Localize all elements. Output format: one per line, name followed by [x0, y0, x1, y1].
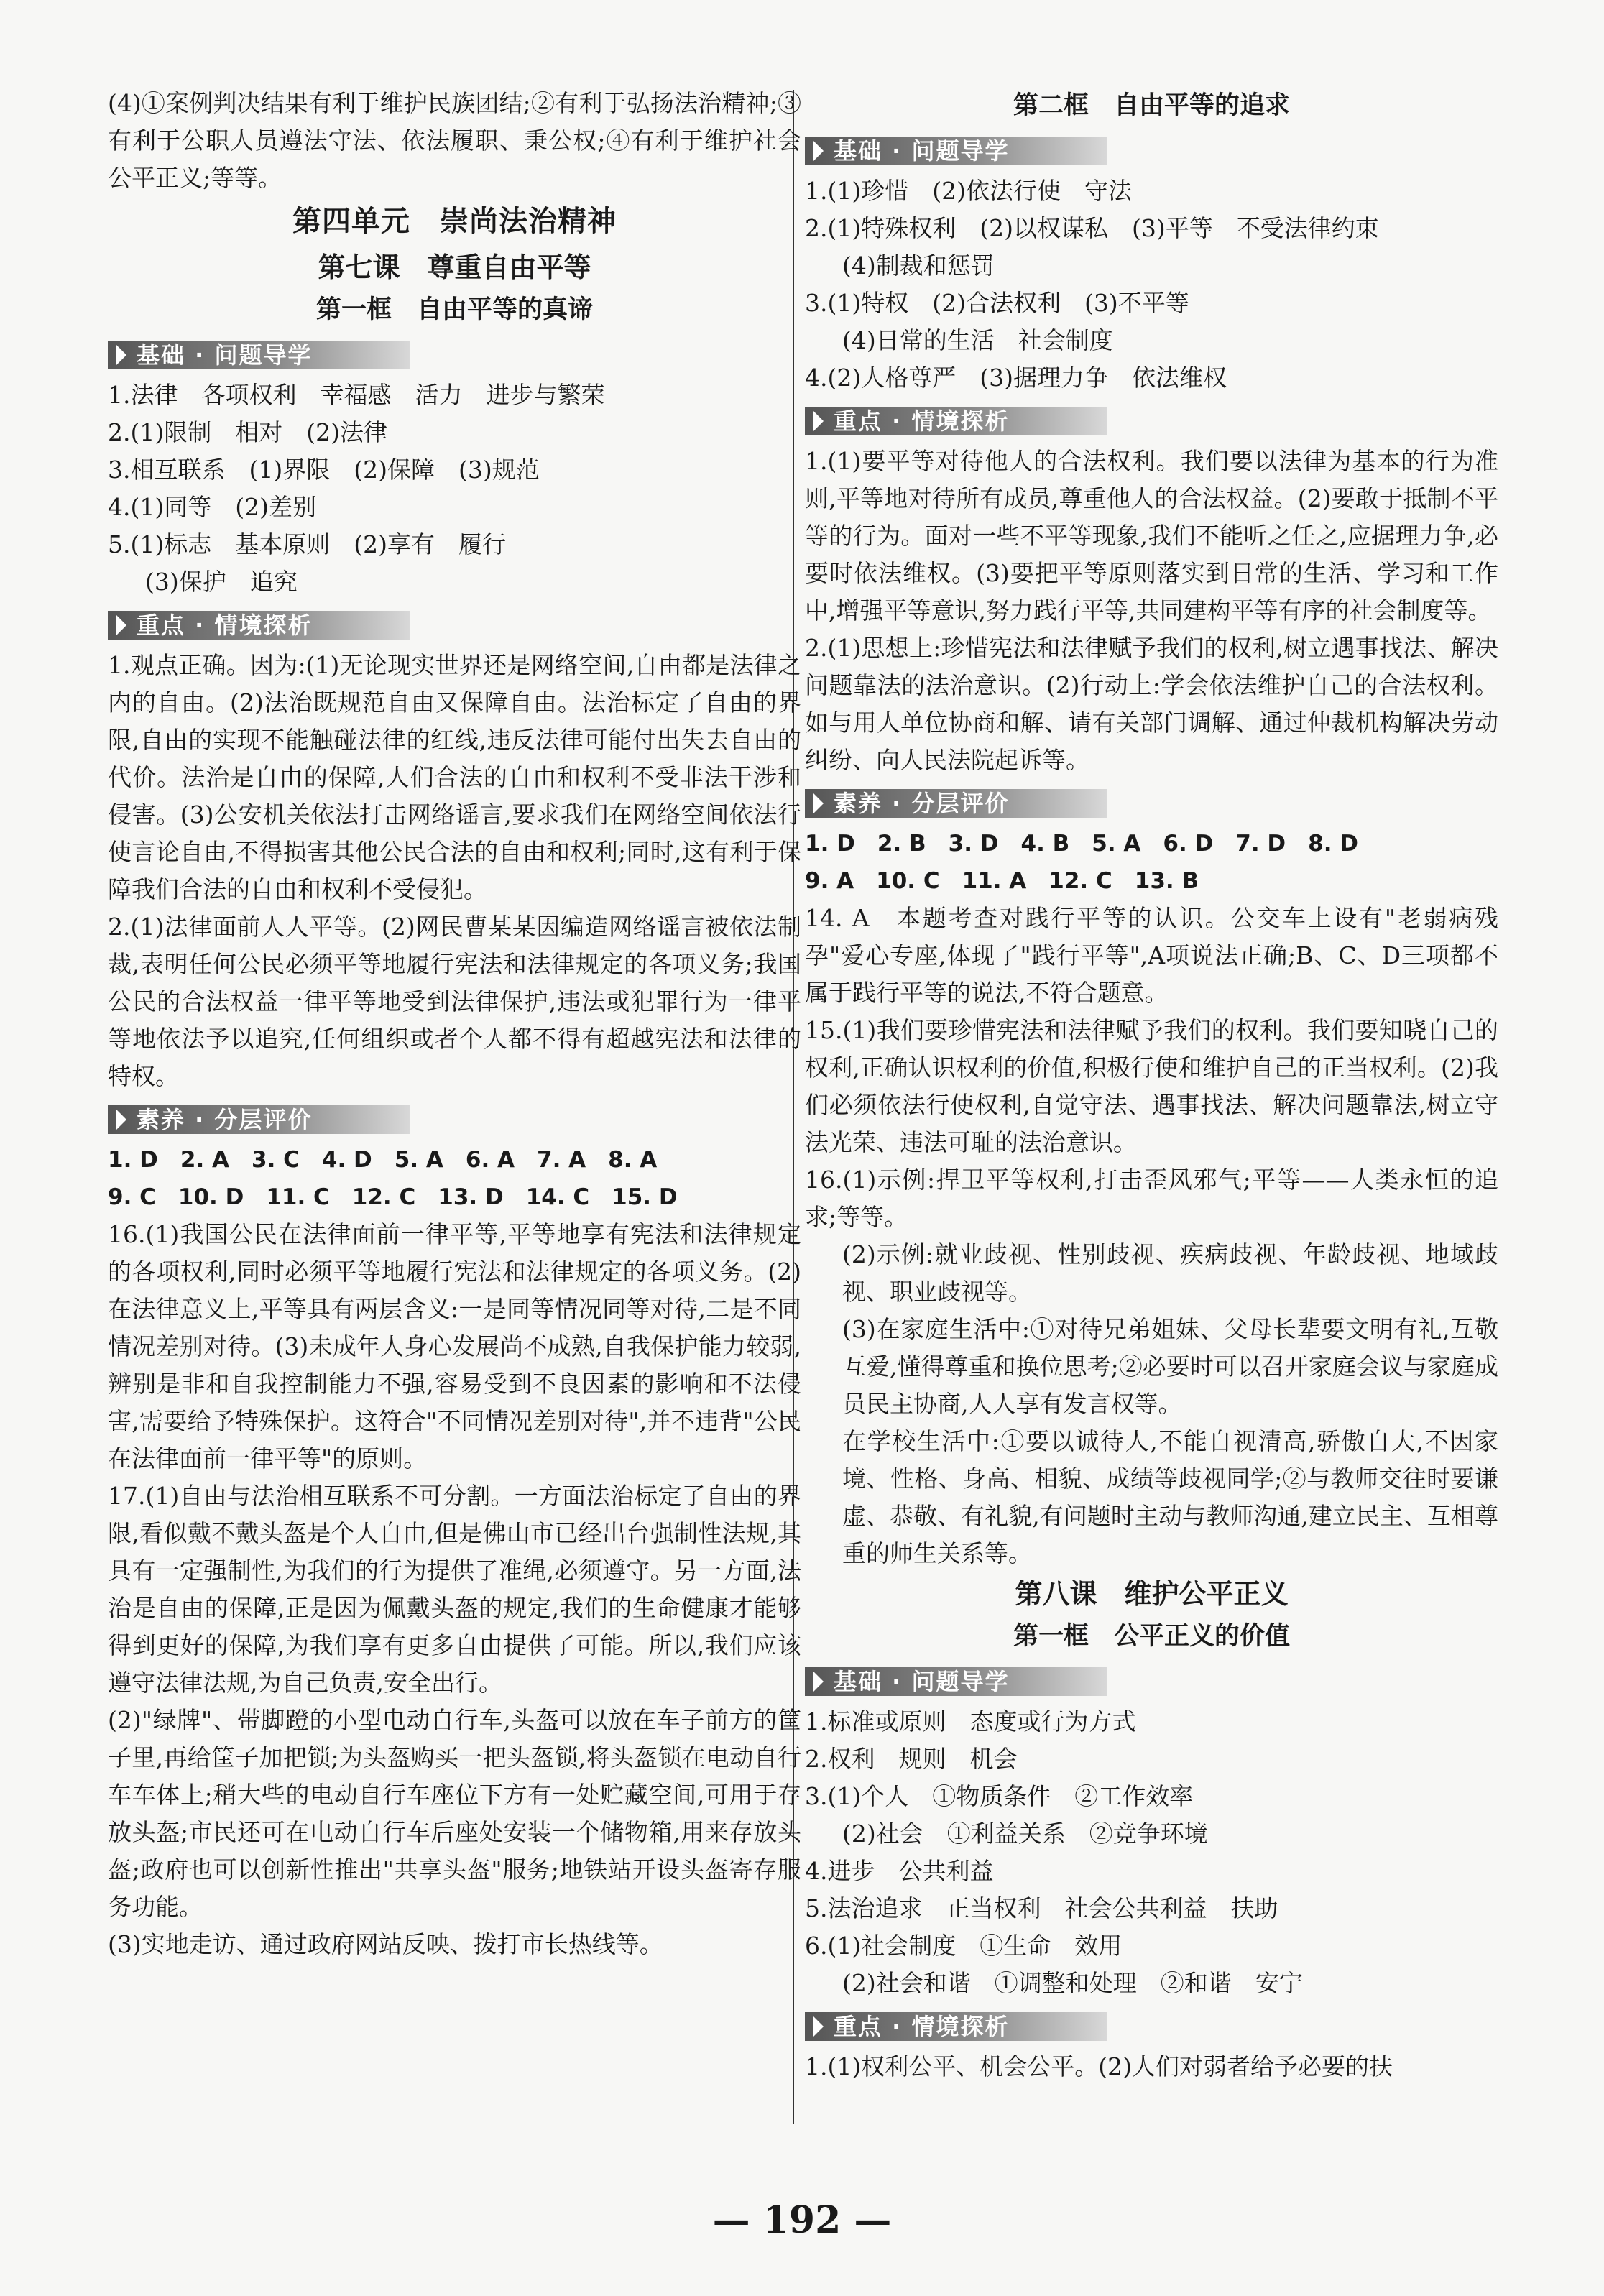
chevron-icon	[813, 411, 824, 431]
chevron-icon	[813, 793, 824, 813]
answer-paragraph: 14. A 本题考查对践行平等的认识。公交车上设有"老弱病残孕"爱心专座,体现了"践行平等",A项说法正确;B、C、D三项都不属于践行平等的说法,不符合题意。	[805, 904, 1498, 1007]
list-item: 3.(1)个人 ①物质条件 ②工作效率	[805, 1782, 1194, 1810]
list-item: 2.(1)限制 相对 (2)法律	[108, 418, 387, 446]
chevron-icon	[813, 1672, 824, 1692]
section-header-zhongdian: 重点 · 情境探析	[805, 404, 1498, 438]
list-item: 6.(1)社会制度 ①生命 效用	[805, 1932, 1123, 1960]
intro-paragraph: (4)①案例判决结果有利于维护民族团结;②有利于弘扬法治精神;③有利于公职人员遵法守法、依法履职、秉公权;④有利于维护社会公平正义;等等。	[108, 89, 801, 192]
list-item: 4.(2)人格尊严 (3)据理力争 依法维权	[805, 364, 1227, 392]
list-item: 1.(1)珍惜 (2)依法行使 守法	[805, 177, 1132, 205]
right-column	[805, 85, 1498, 2085]
section-header-jichu: 基础 · 问题导学	[805, 1664, 1498, 1699]
list-item: 4.进步 公共利益	[805, 1857, 994, 1885]
answer-paragraph: 15.(1)我们要珍惜宪法和法律赋予我们的权利。我们要知晓自己的权利,正确认识权利的价值,积极行使和维护自己的正当权利。(2)我们必须依法行使权利,自觉守法、遇事找法、解决问题靠法,树立守法光荣、违法可耻的法治意识。	[805, 1016, 1498, 1156]
frame2-title: 第二框 自由平等的追求	[1013, 91, 1290, 120]
section-header-jichu: 基础 · 问题导学	[805, 134, 1498, 168]
answer-paragraph: 1.观点正确。因为:(1)无论现实世界还是网络空间,自由都是法律之内的自由。(2)法治既规范自由又保障自由。法治标定了自由的界限,自由的实现不能触碰法律的红线,违反法律可能付出失去自由的代价。法治是自由的保障,人们合法的自由和权利不受非法干涉和侵害。(3)公安机关依法打击网络谣言,要求我们在网络空间依法行使言论自由,不得损害其他公民合法的自由和权利;同时,这有利于保障我们合法的自由和权利不受侵犯。	[108, 651, 801, 903]
answer-paragraph: 1.(1)要平等对待他人的合法权利。我们要以法律为基本的行为准则,平等地对待所有成员,尊重他人的合法权益。(2)要敢于抵制不平等的行为。面对一些不平等现象,我们不能听之任之,应据理力争,必要时依法维权。(3)要把平等原则落实到日常的生活、学习和工作中,增强平等意识,努力践行平等,共同建构平等有序的社会制度等。	[805, 447, 1498, 624]
answer-paragraph: 16.(1)我国公民在法律面前一律平等,平等地享有宪法和法律规定的各项权利,同时必须平等地履行宪法和法律规定的各项义务。(2)在法律意义上,平等具有两层含义:一是同等情况同等对待,二是不同情况差别对待。(3)未成年人身心发展尚不成熟,自我保护能力较弱,辨别是非和自我控制能力不强,容易受到不良因素的影响和不法侵害,需要给予特殊保护。这符合"不同情况差别对待",并不违背"公民在法律面前一律平等"的原则。	[108, 1220, 801, 1472]
list-item: 1.法律 各项权利 幸福感 活力 进步与繁荣	[108, 381, 605, 409]
answer-key-row: 1. D 2. A 3. C 4. D 5. A 6. A 7. A 8. A	[108, 1147, 658, 1173]
answer-paragraph: 1.(1)权利公平、机会公平。(2)人们对弱者给予必要的扶	[805, 2052, 1393, 2080]
answer-key-row: 9. A 10. C 11. A 12. C 13. B	[805, 868, 1199, 894]
list-item: 3.相互联系 (1)界限 (2)保障 (3)规范	[108, 456, 540, 484]
page-number: — 192 —	[712, 2198, 892, 2242]
answer-paragraph: 在学校生活中:①要以诚待人,不能自视清高,骄傲自大,不因家境、性格、身高、相貌、成绩等歧视同学;②与教师交往时要谦虚、恭敬、有礼貌,有问题时主动与教师沟通,建立民主、互相尊重的师生关系等。	[842, 1427, 1498, 1567]
frame8-title: 第一框 公平正义的价值	[1013, 1622, 1290, 1651]
frame-title: 第一框 自由平等的真谛	[315, 295, 593, 324]
answer-paragraph: (2)"绿牌"、带脚蹬的小型电动自行车,头盔可以放在车子前方的筐子里,再给筐子加把锁;为头盔购买一把头盔锁,将头盔锁在电动自行车车体上;稍大些的电动自行车座位下方有一处贮藏空间,可用于存放头盔;市民还可在电动自行车后座处安装一个储物箱,用来存放头盔;政府也可以创新性推出"共享头盔"服务;地铁站开设头盔寄存服务功能。	[108, 1706, 801, 1921]
answer-paragraph: (2)示例:就业歧视、性别歧视、疾病歧视、年龄歧视、地域歧视、职业歧视等。	[842, 1240, 1498, 1306]
list-item: (2)社会和谐 ①调整和处理 ②和谐 安宁	[842, 1969, 1303, 1997]
answer-paragraph: 2.(1)思想上:珍惜宪法和法律赋予我们的权利,树立遇事找法、解决问题靠法的法治意识。(2)行动上:学会依法维护自己的合法权利。如与用人单位协商和解、请有关部门调解、通过仲裁机构解决劳动纠纷、向人民法院起诉等。	[805, 634, 1498, 774]
list-item: 4.(1)同等 (2)差别	[108, 493, 316, 521]
chevron-icon	[116, 1110, 126, 1130]
list-item: (3)保护 追究	[145, 568, 298, 596]
section-header-suyang: 素养 · 分层评价	[805, 786, 1498, 821]
list-item: 5.(1)标志 基本原则 (2)享有 履行	[108, 530, 506, 558]
section-header-zhongdian: 重点 · 情境探析	[108, 608, 801, 642]
answer-key-row: 1. D 2. B 3. D 4. B 5. A 6. D 7. D 8. D	[805, 831, 1359, 857]
answer-paragraph: (3)实地走访、通过政府网站反映、拨打市长热线等。	[108, 1930, 663, 1958]
section-header-jichu: 基础 · 问题导学	[108, 338, 801, 372]
answer-paragraph: 17.(1)自由与法治相互联系不可分割。一方面法治标定了自由的界限,看似戴不戴头盔是个人自由,但是佛山市已经出台强制性法规,其具有一定强制性,为我们的行为提供了准绳,必须遵守。另一方面,法治是自由的保障,正是因为佩戴头盔的规定,我们的生命健康才能够得到更好的保障,为我们享有更多自由提供了可能。所以,我们应该遵守法律法规,为自己负责,安全出行。	[108, 1482, 801, 1697]
answer-paragraph: 16.(1)示例:捍卫平等权利,打击歪风邪气;平等——人类永恒的追求;等等。	[805, 1166, 1498, 1231]
list-item: 2.权利 规则 机会	[805, 1745, 1018, 1773]
chevron-icon	[813, 2016, 824, 2037]
list-item: 5.法治追求 正当权利 社会公共利益 扶助	[805, 1894, 1278, 1922]
list-item: (4)日常的生活 社会制度	[842, 326, 1113, 354]
section-header-suyang: 素养 · 分层评价	[108, 1102, 801, 1137]
chevron-icon	[116, 345, 126, 365]
list-item: 2.(1)特殊权利 (2)以权谋私 (3)平等 不受法律约束	[805, 214, 1379, 242]
list-item: (4)制裁和惩罚	[842, 252, 995, 280]
unit-title: 第四单元 崇尚法治精神	[292, 205, 617, 238]
answer-key-row: 9. C 10. D 11. C 12. C 13. D 14. C 15. D	[108, 1184, 678, 1210]
left-column	[108, 85, 801, 1963]
list-item: (2)社会 ①利益关系 ②竞争环境	[842, 1820, 1208, 1848]
list-item: 1.标准或原则 态度或行为方式	[805, 1707, 1136, 1735]
lesson8-title: 第八课 维护公平正义	[1015, 1578, 1289, 1610]
chevron-icon	[813, 141, 824, 161]
answer-paragraph: (3)在家庭生活中:①对待兄弟姐妹、父母长辈要文明有礼,互敬互爱,懂得尊重和换位思考;②必要时可以召开家庭会议与家庭成员民主协商,人人享有发言权等。	[842, 1315, 1498, 1418]
chevron-icon	[116, 615, 126, 635]
list-item: 3.(1)特权 (2)合法权利 (3)不平等	[805, 289, 1189, 317]
section-header-zhongdian: 重点 · 情境探析	[805, 2009, 1498, 2044]
answer-paragraph: 2.(1)法律面前人人平等。(2)网民曹某某因编造网络谣言被依法制裁,表明任何公民必须平等地履行宪法和法律规定的各项义务;我国公民的合法权益一律平等地受到法律保护,违法或犯罪行为一律平等地依法予以追究,任何组织或者个人都不得有超越宪法和法律的特权。	[108, 913, 801, 1090]
lesson-title: 第七课 尊重自由平等	[318, 252, 591, 283]
